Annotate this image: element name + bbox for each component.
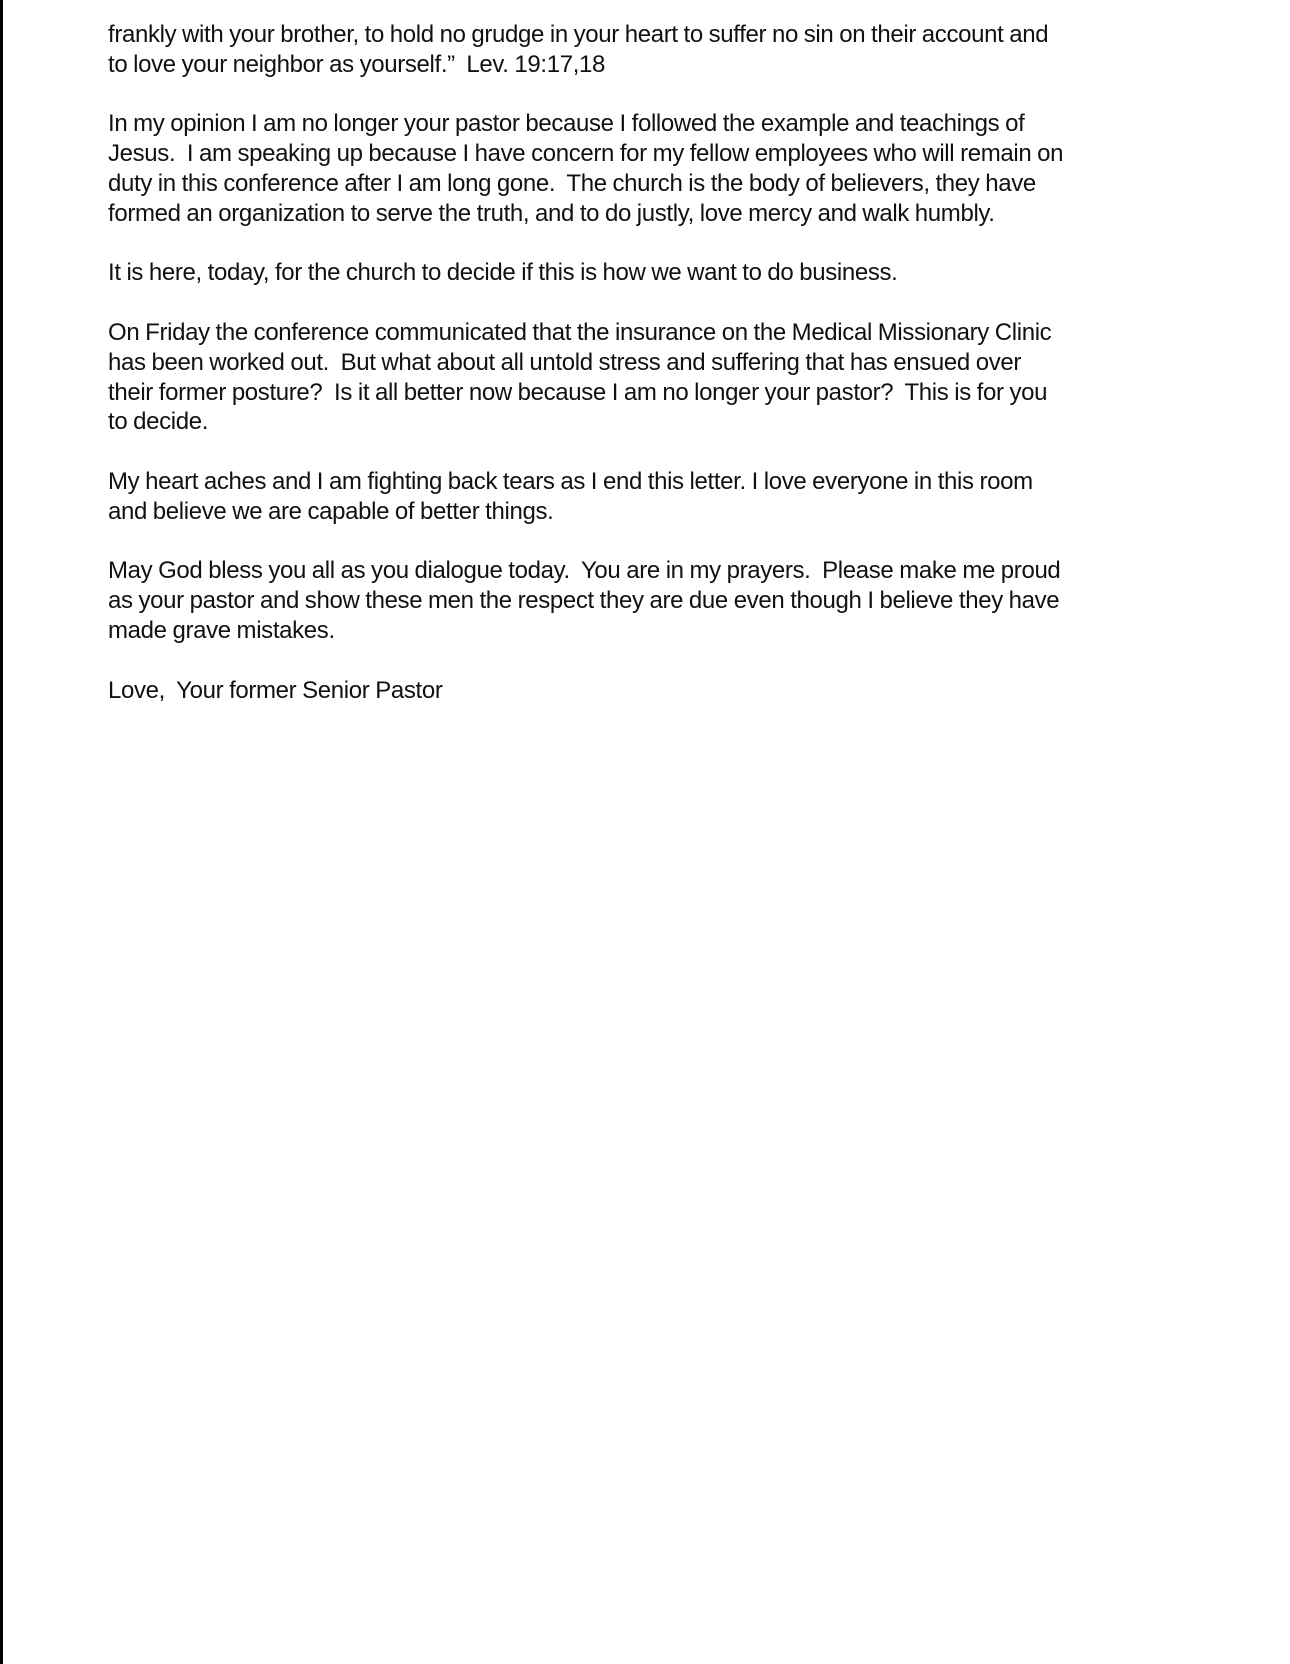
paragraph-opinion: In my opinion I am no longer your pastor because I followed the example and teachings of Jesus. I am speaking up because I have concern for my fellow employees who will remain on duty in this conference after I am long gone. The church is the body of believers, they have formed an organization to serve the truth, and to do justly, love mercy and walk humbly. [108,110,1064,227]
paragraph-blessing: May God bless you all as you dialogue today. You are in my prayers. Please make me proud as your pastor and show these men the respect they are due even though I believe they have made grave mistakes. [108,557,1061,644]
letter-closing: Love, Your former Senior Pastor [108,676,443,704]
paragraph-scripture-quote: frankly with your brother, to hold no grudge in your heart to suffer no sin on their account and to love your neighbor as yourself.” Lev. 19:17,18 [108,21,1049,78]
letter-body [108,20,1218,735]
paragraph-heart-aches: My heart aches and I am fighting back tears as I end this letter. I love everyone in this room and believe we are capable of better things. [108,467,1033,525]
paragraph-insurance: On Friday the conference communicated that the insurance on the Medical Missionary Clinic has been worked out. But what about all untold stress and suffering that has ensued over their former posture? Is it all better now because I am no longer your pastor? This is for you to decide. [108,318,1052,436]
paragraph-decision: It is here, today, for the church to decide if this is how we want to do business. [108,259,898,287]
